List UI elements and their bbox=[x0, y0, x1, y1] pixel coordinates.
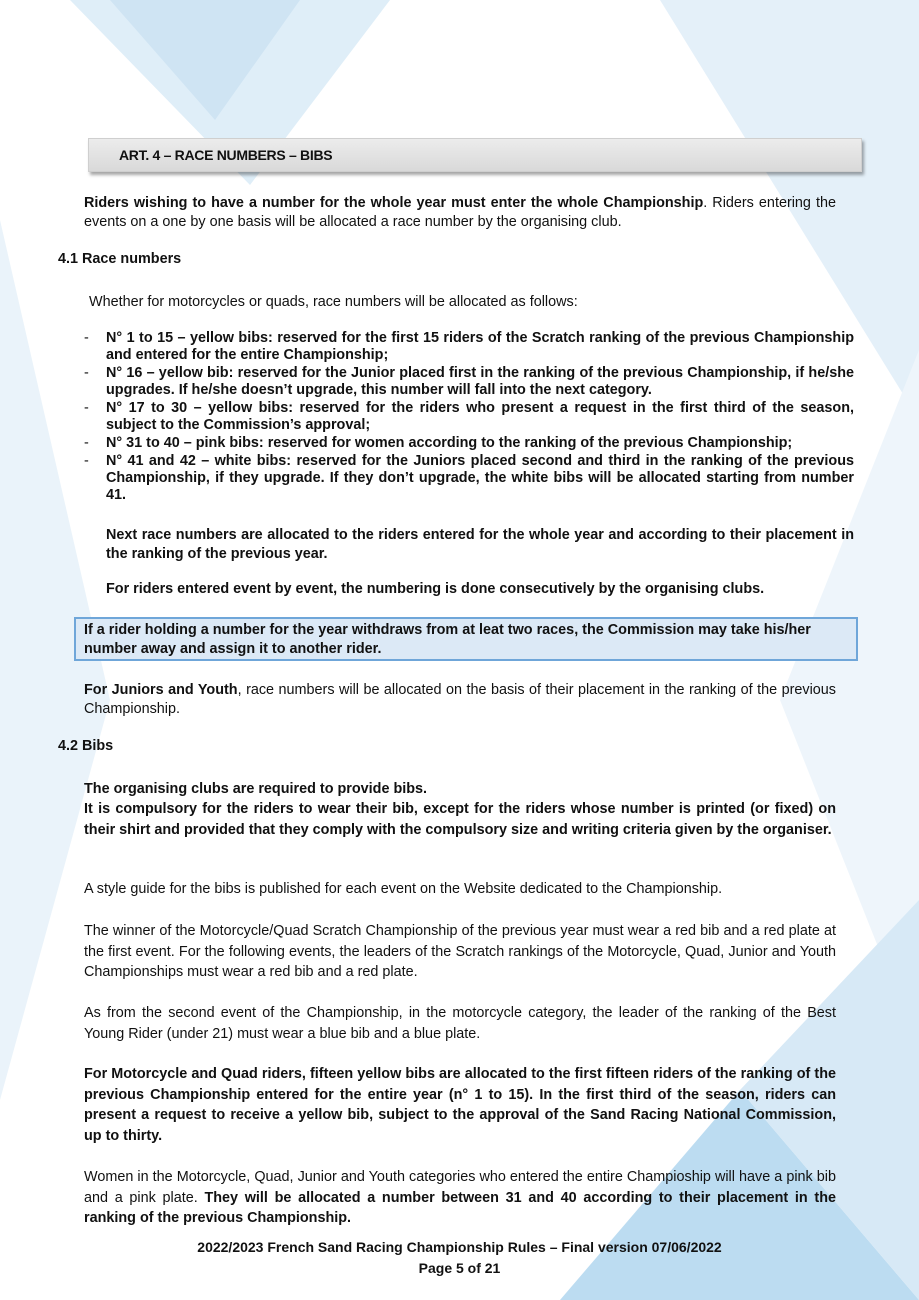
intro-bold: Riders wishing to have a number for the whole year must enter the whole Championship bbox=[84, 195, 704, 211]
women-normal: Women in the Motorcycle, Quad, Junior and Youth categories who entered the entire Champioship will have a pink bib and a pink plate. bbox=[84, 1169, 836, 1206]
race-numbers-list bbox=[84, 330, 854, 505]
event-by-event-paragraph: For riders entered event by event, the numbering is done consecutively by the organising clubs. bbox=[106, 581, 765, 597]
style-guide-paragraph: A style guide for the bibs is published for each event on the Website dedicated to the Championship. bbox=[84, 881, 723, 897]
race-numbers-lead: Whether for motorcycles or quads, race numbers will be allocated as follows: bbox=[89, 294, 578, 310]
juniors-bold: For Juniors and Youth bbox=[84, 682, 238, 698]
footer-page-number: Page 5 of 21 bbox=[418, 1260, 501, 1276]
juniors-rest: , race numbers will be allocated on the basis of their placement in the ranking of the previous Championship. bbox=[84, 682, 836, 717]
winner-paragraph: The winner of the Motorcycle/Quad Scratch Championship of the previous year must wear a red bib and a red plate at the first event. For the following events, the leaders of the Scratch rankings of the Motorcycle, Quad, Junior and Youth Championships must wear a red bib and a red plate. bbox=[84, 923, 836, 980]
next-numbers-paragraph: Next race numbers are allocated to the riders entered for the whole year and according to their placement in the ranking of the previous year. bbox=[106, 527, 854, 562]
clubs-required-paragraph: The organising clubs are required to provide bibs. bbox=[84, 781, 428, 797]
women-paragraph bbox=[84, 1167, 836, 1229]
list-item: - N° 1 to 15 – yellow bibs: reserved for the first 15 riders of the Scratch ranking of the previous Championship and entered for the entire Championship; bbox=[84, 330, 854, 363]
list-item: - N° 31 to 40 – pink bibs: reserved for women according to the ranking of the previous Championship; bbox=[84, 435, 793, 451]
footer-title: 2022/2023 French Sand Racing Championship Rules – Final version 07/06/2022 bbox=[197, 1239, 722, 1255]
young-rider-paragraph: As from the second event of the Championship, in the motorcycle category, the leader of the ranking of the Best Young Rider (under 21) must wear a blue bib and a blue plate. bbox=[84, 1005, 836, 1042]
article-title: ART. 4 – RACE NUMBERS – BIBS bbox=[119, 147, 333, 163]
article-header-bar bbox=[88, 138, 862, 172]
list-item: - N° 41 and 42 – white bibs: reserved for the Juniors placed second and third in the ranking of the previous Championship, if they upgrade. If they don’t upgrade, the white bibs will be allocated starting from number 41. bbox=[84, 453, 854, 503]
withdrawal-note-text: If a rider holding a number for the year withdraws from at leat two races, the Commission may take his/her number away and assign it to another rider. bbox=[84, 622, 811, 657]
section-4-1-heading: 4.1 Race numbers bbox=[58, 251, 182, 267]
list-item: - N° 16 – yellow bib: reserved for the Junior placed first in the ranking of the previous Championship, if he/she upgrades. If he/she doesn’t upgrade, this number will fall into the next category. bbox=[84, 365, 854, 398]
women-bold: They will be allocated a number between 31 and 40 according to their placement in the ranking of the previous Championship. bbox=[84, 1189, 836, 1226]
section-4-2-heading: 4.2 Bibs bbox=[58, 738, 114, 754]
withdrawal-note-box bbox=[74, 617, 858, 661]
juniors-paragraph bbox=[84, 681, 836, 719]
yellow-bibs-paragraph: For Motorcycle and Quad riders, fifteen yellow bibs are allocated to the first fifteen riders of the ranking of the previous Championship entered for the entire year (n° 1 to 15). In the first third of the season, riders can present a request to receive a yellow bib, subject to the approval of the Sand Racing National Commission, up to thirty. bbox=[84, 1066, 836, 1144]
list-item: - N° 17 to 30 – yellow bibs: reserved for the riders who present a request in the first third of the season, subject to the Commission’s approval; bbox=[84, 400, 854, 433]
intro-paragraph bbox=[84, 194, 836, 232]
intro-rest: . Riders entering the events on a one by one basis will be allocated a race number by the organising club. bbox=[84, 195, 836, 230]
compulsory-paragraph: It is compulsory for the riders to wear their bib, except for the riders whose number is printed (or fixed) on their shirt and provided that they comply with the compulsory size and writing criteria given by the organiser. bbox=[84, 801, 836, 838]
